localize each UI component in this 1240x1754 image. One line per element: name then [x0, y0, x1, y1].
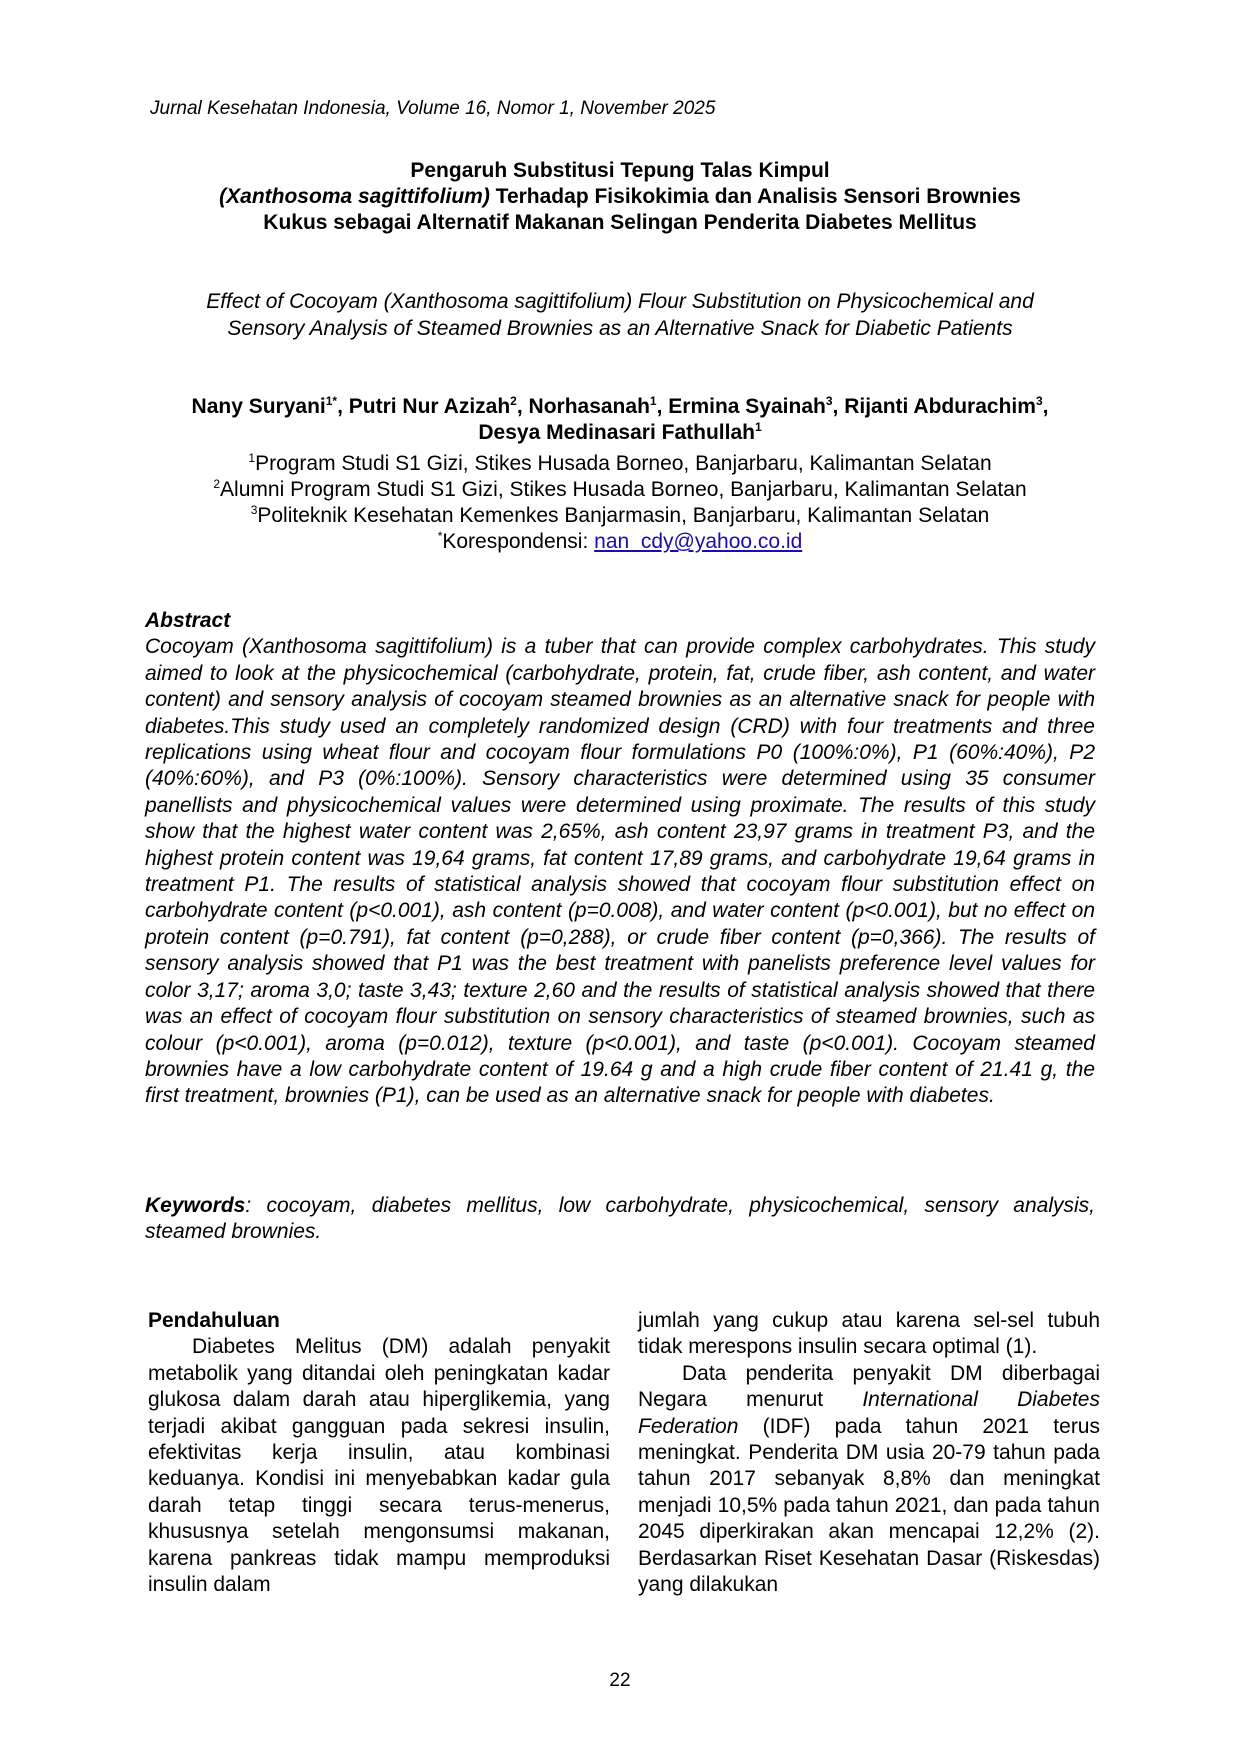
affiliation-line [120, 451, 1120, 477]
title-text: Terhadap Fisikokimia dan Analisis Sensori Brownies [489, 185, 1021, 208]
page-number: 22 [609, 1670, 631, 1691]
paper-title [120, 158, 1120, 236]
author-affiliation-mark: 1 [649, 394, 657, 408]
title-scientific-name: (Xanthosoma sagittifolium) [219, 185, 490, 208]
body-paragraph-continued: jumlah yang cukup atau karena sel-sel tubuh tidak merespons insulin secara optimal (1). [638, 1309, 1100, 1359]
author-name: Desya Medinasari Fathullah [478, 421, 755, 444]
affiliation-mark: 3 [250, 503, 258, 517]
keywords-section [145, 1193, 1095, 1246]
author-affiliation-mark: 3 [1035, 394, 1043, 408]
correspondence-email-link[interactable]: nan_cdy@yahoo.co.id [594, 530, 803, 553]
abstract-text: Cocoyam (Xanthosoma sagittifolium) is a tuber that can provide complex carbohydrates. This study aimed to look at the physicochemical (carbohydrate, protein, fat, crude fiber, ash content, and water content) and sensory analysis of cocoyam steamed brownies as an alternative snack for people with diabetes.This study used an completely randomized design (CRD) with four treatments and three replications using wheat flour and cocoyam flour formulations P0 (100%:0%), P1 (60%:40%), P2 (40%:60%), and P3 (0%:100%). Sensory characteristics were determined using 35 consumer panellists and physicochemical values were determined using proximate. The results of this study show that the highest water content was 2,65%, ash content 23,97 grams in treatment P3, and the highest protein content was 19,64 grams, fat content 17,89 grams, and carbohydrate 19,64 grams in treatment P1. The results of statistical analysis showed that cocoyam flour substitution effect on carbohydrate content (p<0.001), ash content (p=0.008), and water content (p<0.001), but no effect on protein content (p=0.791), fat content (p=0,288), or crude fiber content (p=0,366). The results of sensory analysis showed that P1 was the best treatment with panelists preference level values for color 3,17; aroma 3,0; taste 3,43; texture 2,60 and the results of statistical analysis showed that there was an effect of cocoyam flour substitution on sensory characteristics of steamed brownies, such as colour (p<0.001), aroma (p=0.012), texture (p<0.001), and taste (p<0.001). Cocoyam steamed brownies have a low carbohydrate content of 19.64 g and a high crude fiber content of 21.41 g, the first treatment, brownies (P1), can be used as an alternative snack for people with diabetes. [145, 635, 1095, 1108]
english-title [120, 288, 1120, 342]
keywords-text: : cocoyam, diabetes mellitus, low carbohydrate, physicochemical, sensory analysis, steamed brownies. [145, 1194, 1095, 1244]
correspondence-line [120, 529, 1120, 555]
affiliation-text: Alumni Program Studi S1 Gizi, Stikes Husada Borneo, Banjarbaru, Kalimantan Selatan [220, 478, 1027, 501]
section-heading: Pendahuluan [148, 1309, 280, 1332]
body-column-left [148, 1308, 610, 1598]
author-separator: , [516, 395, 529, 418]
author-name: Putri Nur Azizah [348, 395, 511, 418]
affiliation-mark: 2 [213, 477, 221, 491]
title-line: Pengaruh Substitusi Tepung Talas Kimpul [410, 159, 830, 182]
english-title-line: Sensory Analysis of Steamed Brownies as an Alternative Snack for Diabetic Patients [227, 317, 1013, 340]
affiliation-line [120, 503, 1120, 529]
author-affiliation-mark: 1 [754, 420, 762, 434]
abstract-section [145, 608, 1095, 1110]
author-affiliation-mark: 2 [510, 394, 517, 408]
body-column-right [638, 1308, 1100, 1598]
affiliation-text: Politeknik Kesehatan Kemenkes Banjarmasin, Banjarbaru, Kalimantan Selatan [257, 504, 990, 527]
paragraph-text: Data penderita penyakit DM diberbagai Negara menurut [638, 1361, 1100, 1412]
title-line [120, 184, 1120, 210]
affiliation-text: Program Studi S1 Gizi, Stikes Husada Borneo, Banjarbaru, Kalimantan Selatan [255, 452, 992, 475]
author-line [120, 420, 1120, 446]
author-name: Ermina Syainah [668, 395, 826, 418]
paragraph-text: (IDF) pada tahun 2021 terus meningkat. Penderita DM usia 20-79 tahun pada tahun 2017 sebanyak 8,8% dan meningkat menjadi 10,5% pada tahun 2021, dan pada tahun 2045 diperkirakan akan mencapai 12,2% (2). Berdasarkan Riset Kesehatan Dasar (Riskesdas) yang dilakukan [638, 1414, 1100, 1597]
journal-header: Jurnal Kesehatan Indonesia, Volume 16, Nomor 1, November 2025 [150, 98, 716, 119]
body-paragraph: Diabetes Melitus (DM) adalah penyakit metabolik yang ditandai oleh peningkatan kadar glukosa dalam darah atau hiperglikemia, yang terjadi akibat gangguan pada sekresi insulin, efektivitas kerja insulin, atau kombinasi keduanya. Kondisi ini menyebabkan kadar gula darah tetap tinggi secara terus-menerus, khususnya setelah mengonsumsi makanan, karena pankreas tidak mampu memproduksi insulin dalam [148, 1335, 610, 1597]
author-name: Norhasanah [528, 395, 650, 418]
correspondence-mark: * [437, 529, 443, 543]
keywords-label: Keywords [145, 1194, 246, 1217]
affiliation-line [120, 477, 1120, 503]
author-affiliation-mark: 1* [325, 394, 338, 408]
author-separator: , [832, 395, 845, 418]
author-separator: , [337, 395, 349, 418]
organization-name: International Diabetes Federation [638, 1388, 1100, 1438]
author-line [120, 394, 1120, 420]
correspondence-label: Korespondensi: [442, 530, 595, 553]
title-line: Kukus sebagai Alternatif Makanan Selingan Penderita Diabetes Mellitus [263, 211, 977, 234]
author-separator: , [1042, 395, 1049, 418]
author-name: Rijanti Abdurachim [844, 395, 1036, 418]
author-name: Nany Suryani [191, 395, 326, 418]
author-list [120, 394, 1120, 446]
affiliations [120, 451, 1120, 555]
affiliation-mark: 1 [248, 451, 256, 465]
author-affiliation-mark: 3 [825, 394, 833, 408]
body-paragraph [638, 1361, 1100, 1599]
author-separator: , [656, 395, 669, 418]
english-title-line: Effect of Cocoyam (Xanthosoma sagittifolium) Flour Substitution on Physicochemical and [206, 290, 1034, 313]
abstract-heading: Abstract [145, 609, 231, 632]
